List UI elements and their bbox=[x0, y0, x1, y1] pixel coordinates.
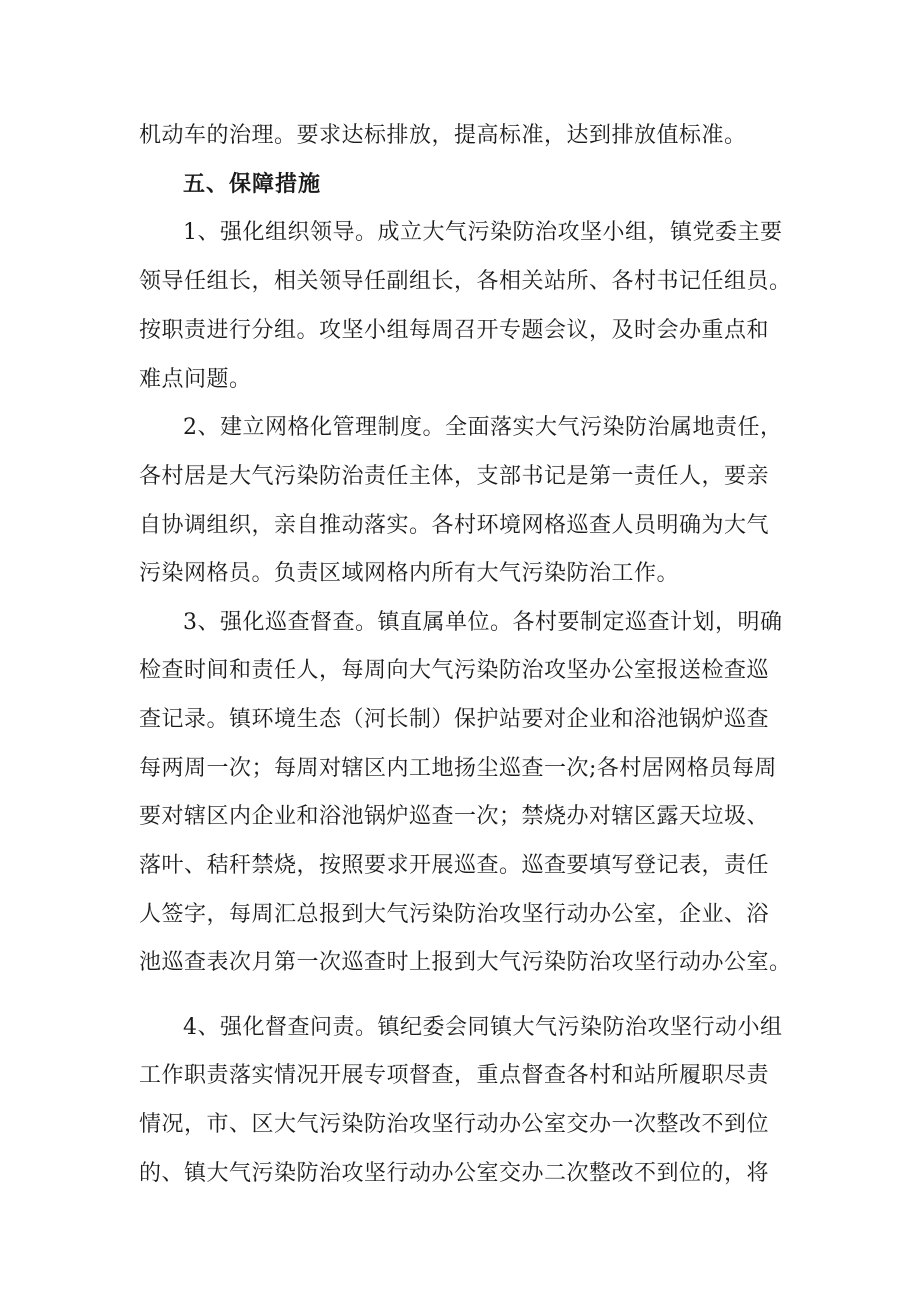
text-line: 自协调组织，亲自推动落实。各村环境网格巡查人员明确为大气 bbox=[139, 513, 770, 538]
text-line: 1、强化组织领导。成立大气污染防治攻坚小组，镇党委主要 bbox=[183, 220, 783, 245]
text-line: 每两周一次；每周对辖区内工地扬尘巡查一次;各村居网格员每周 bbox=[139, 756, 777, 781]
text-line: 难点问题。 bbox=[139, 367, 252, 392]
text-line: 要对辖区内企业和浴池锅炉巡查一次；禁烧办对辖区露天垃圾、 bbox=[139, 804, 770, 829]
text-line: 各村居是大气污染防治责任主体，支部书记是第一责任人，要亲 bbox=[139, 464, 770, 489]
text-line: 污染网格员。负责区域网格内所有大气污染防治工作。 bbox=[139, 561, 680, 586]
text-line: 工作职责落实情况开展专项督查，重点督查各村和站所履职尽责 bbox=[139, 1063, 770, 1088]
text-line: 落叶、秸秆禁烧，按照要求开展巡查。巡查要填写登记表，责任 bbox=[139, 853, 770, 878]
text-line: 2、建立网格化管理制度。全面落实大气污染防治属地责任， bbox=[183, 415, 783, 440]
text-line: 检查时间和责任人，每周向大气污染防治攻坚办公室报送检查巡 bbox=[139, 658, 770, 683]
text-line: 4、强化督查问责。镇纪委会同镇大气污染防治攻坚行动小组 bbox=[183, 1015, 783, 1040]
text-line: 3、强化巡查督查。镇直属单位。各村要制定巡查计划，明确 bbox=[183, 610, 783, 635]
section-heading: 五、保障措施 bbox=[183, 172, 322, 197]
text-line: 的、镇大气污染防治攻坚行动办公室交办二次整改不到位的，将 bbox=[139, 1161, 770, 1186]
text-line: 情况，市、区大气污染防治攻坚行动办公室交办一次整改不到位 bbox=[139, 1112, 770, 1137]
text-line: 池巡查表次月第一次巡查时上报到大气污染防治攻坚行动办公室。 bbox=[139, 950, 792, 975]
text-line: 按职责进行分组。攻坚小组每周召开专题会议，及时会办重点和 bbox=[139, 318, 770, 343]
text-line: 人签字，每周汇总报到大气污染防治攻坚行动办公室，企业、浴 bbox=[139, 902, 770, 927]
text-line: 查记录。镇环境生态（河长制）保护站要对企业和浴池锅炉巡查 bbox=[139, 707, 770, 732]
text-line: 领导任组长，相关领导任副组长，各相关站所、各村书记任组员。 bbox=[139, 269, 792, 294]
text-line: 机动车的治理。要求达标排放，提高标准，达到排放值标准。 bbox=[139, 123, 747, 148]
